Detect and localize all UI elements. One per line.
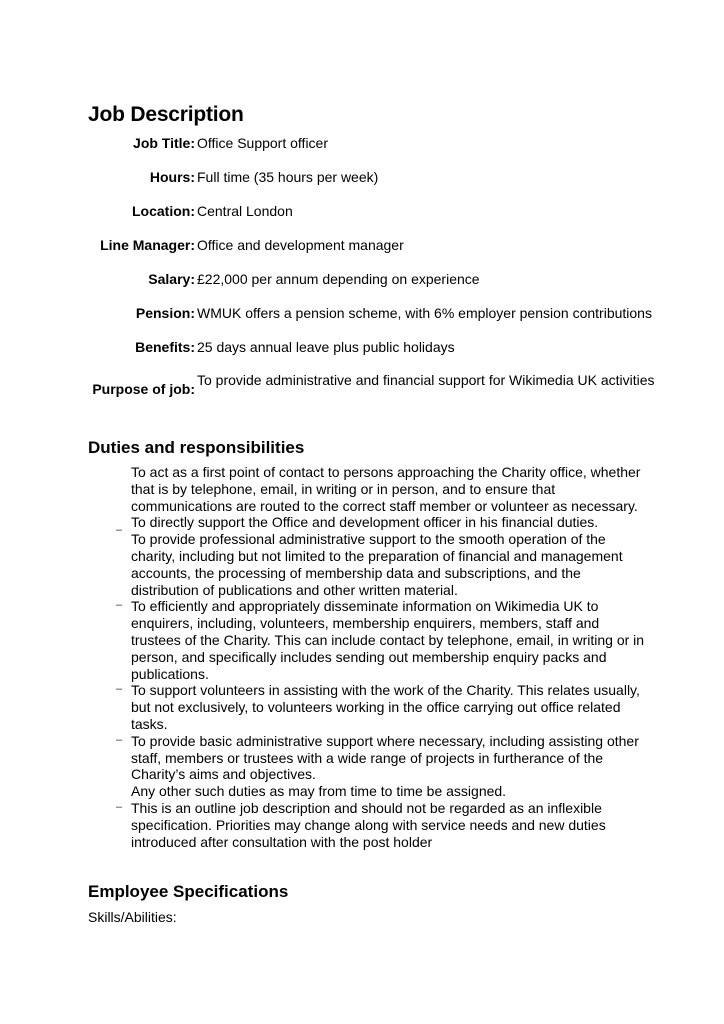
duties-heading: Duties and responsibilities bbox=[88, 438, 305, 457]
dash-bullet-icon: – bbox=[116, 800, 123, 813]
duty-text: To directly support the Office and development officer in his financial duties. bbox=[131, 514, 599, 531]
dash-bullet-icon: – bbox=[116, 524, 123, 537]
duty-item bbox=[116, 598, 651, 682]
duty-item bbox=[131, 464, 651, 514]
page-title: Job Description bbox=[88, 103, 244, 126]
benefits-label: Benefits: bbox=[135, 339, 195, 355]
duty-item bbox=[116, 799, 651, 850]
job-title-value: Office Support officer bbox=[197, 135, 328, 151]
duty-text: This is an outline job description and should not be regarded as an inflexible specification. Priorities may change along with service needs and new duties introduced after consultation with the post holder bbox=[131, 799, 606, 850]
duty-item bbox=[116, 524, 651, 598]
line-manager-value: Office and development manager bbox=[197, 237, 404, 253]
duty-text: To provide professional administrative support to the smooth operation of the charity, including but not limited to the preparation of financial and management accounts, the processing of membership data and subscriptions, and the distribution of publications and other written material. bbox=[131, 531, 623, 598]
duty-item bbox=[116, 732, 651, 783]
duty-item bbox=[116, 682, 651, 732]
duty-text: Any other such duties as may from time to time be assigned. bbox=[131, 783, 507, 800]
purpose-label: Purpose of job: bbox=[92, 381, 195, 397]
pension-value: WMUK offers a pension scheme, with 6% employer pension contributions bbox=[197, 305, 652, 321]
dash-bullet-icon: – bbox=[116, 599, 123, 612]
dash-bullet-icon: – bbox=[116, 683, 123, 696]
duty-text: To efficiently and appropriately disseminate information on Wikimedia UK to enquirers, including, volunteers, membership enquirers, members, staff and trustees of the Charity. This can include contact by telephone, email, in writing or in person, and specifically includes sending out membership enquiry packs and publications. bbox=[131, 598, 645, 682]
location-label: Location: bbox=[132, 203, 195, 219]
duty-item bbox=[131, 783, 651, 800]
salary-value: £22,000 per annum depending on experience bbox=[197, 271, 480, 287]
purpose-value: To provide administrative and financial support for Wikimedia UK activities bbox=[197, 372, 655, 388]
duty-item bbox=[131, 514, 651, 531]
employee-spec-heading: Employee Specifications bbox=[88, 882, 289, 901]
hours-value: Full time (35 hours per week) bbox=[197, 169, 379, 185]
salary-label: Salary: bbox=[148, 271, 195, 287]
location-value: Central London bbox=[197, 203, 293, 219]
benefits-value: 25 days annual leave plus public holidays bbox=[197, 339, 455, 355]
hours-label: Hours: bbox=[149, 169, 195, 185]
duty-text: To act as a first point of contact to persons approaching the Charity office, whether that is by telephone, email, in writing or in person, and to ensure that communications are routed to the correct staff member or volunteer as necessary. bbox=[131, 464, 641, 514]
duty-text: To provide basic administrative support where necessary, including assisting other staff, members or trustees with a wide range of projects in furtherance of the Charity’s aims and objectives. bbox=[131, 732, 639, 783]
dash-bullet-icon: – bbox=[116, 733, 123, 746]
line-manager-label: Line Manager: bbox=[100, 237, 195, 253]
duties-list bbox=[116, 464, 651, 850]
job-title-label: Job Title: bbox=[133, 135, 195, 151]
pension-label: Pension: bbox=[135, 305, 195, 321]
duty-text: To support volunteers in assisting with the work of the Charity. This relates usually, but not exclusively, to volunteers working in the office carrying out office related tasks. bbox=[131, 682, 640, 732]
skills-label: Skills/Abilities: bbox=[88, 909, 177, 925]
